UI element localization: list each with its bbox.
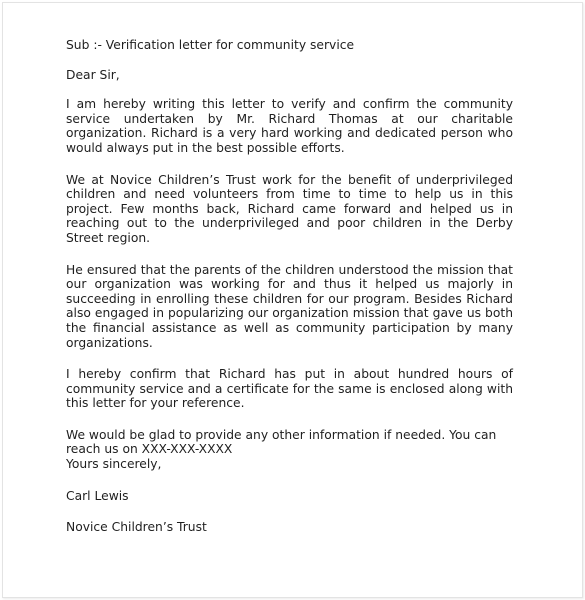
- letter-salutation: Dear Sir,: [66, 67, 120, 82]
- letter-body: [66, 38, 513, 535]
- contact-block: [66, 428, 513, 472]
- contact-info: We would be glad to provide any other information if needed. You can reach us on XXX-XXX-XXXX: [66, 427, 497, 457]
- letter-subject: Sub :- Verification letter for community service: [66, 38, 355, 52]
- letter-closing: Yours sincerely,: [66, 457, 162, 472]
- paragraph-organization: We at Novice Children’s Trust work for the benefit of underprivileged children and need volunteers from time to time to help us in this project. Few months back, Richard came forward and helped us in reaching out to the underprivileged and poor children in the Derby Street region.: [66, 172, 513, 245]
- signer-organization: Novice Children’s Trust: [66, 520, 207, 535]
- paragraph-confirmation: I hereby confirm that Richard has put in about hundred hours of community service and a certificate for the same is enclosed along with this letter for your reference.: [66, 367, 513, 411]
- paragraph-contribution: He ensured that the parents of the children understood the mission that our organization was working for and thus it helped us majorly in succeeding in enrolling these children for our program. Besides Richard also engaged in popularizing our organization mission that gave us both the financial assistance as well as community participation by many organizations.: [66, 262, 513, 350]
- signer-name: Carl Lewis: [66, 488, 129, 503]
- paragraph-verification: I am hereby writing this letter to verify and confirm the community service undertaken by Mr. Richard Thomas at our charitable organization. Richard is a very hard working and dedicated person who would always put in the best possible efforts.: [66, 97, 513, 155]
